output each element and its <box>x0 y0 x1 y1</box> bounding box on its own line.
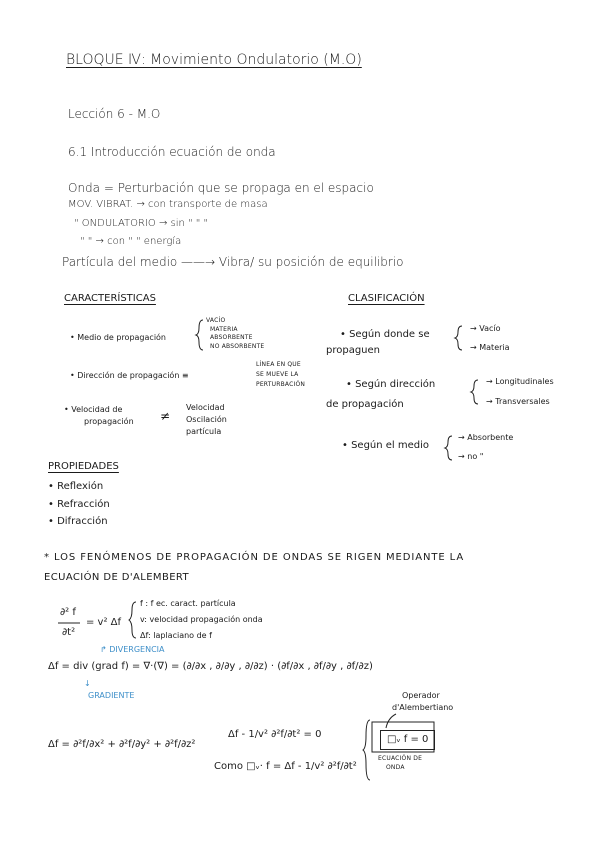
brace-operator <box>363 720 370 780</box>
carac-direccion: • Dirección de propagación ≡ <box>70 371 189 380</box>
laplacian-expanded: Δf = ∂²f/∂x² + ∂²f/∂y² + ∂²f/∂z² <box>48 739 196 750</box>
clas-dir-2: de propagación <box>326 399 404 410</box>
eq-lhs-den: ∂t² <box>62 627 76 638</box>
vel-osc: Velocidad <box>186 403 225 412</box>
clasificacion-heading: CLASIFICACIÓN <box>348 293 425 304</box>
propiedad-item: • Refracción <box>48 499 110 510</box>
definition-onda: Onda = Perturbación que se propaga en el espacio <box>68 181 374 195</box>
lesson-heading: Lección 6 - M.O <box>68 107 161 121</box>
boxed-equation: □ᵥ f = 0 <box>380 730 435 750</box>
statement-line-1: * LOS FENÓMENOS DE PROPAGACIÓN DE ONDAS SE RIGEN MEDIANTE LA <box>44 552 465 563</box>
carac-medio: • Medio de propagación <box>70 333 166 342</box>
clas-medio: • Según el medio <box>342 440 430 451</box>
carac-direccion-opt: LÍNEA EN QUE <box>256 361 301 368</box>
eq-label: ONDA <box>386 764 405 771</box>
carac-direccion-opt: PERTURBACIÓN <box>256 381 306 388</box>
clas-dir: • Según dirección <box>346 379 436 390</box>
brace-medio-clas <box>445 436 452 460</box>
vel-osc: Oscilación <box>186 415 227 424</box>
clas-donde-opt: → Materia <box>470 343 510 352</box>
divergencia-label: ↱ DIVERGENCIA <box>100 645 165 654</box>
carac-medio-opt: VACÍO <box>206 317 226 324</box>
carac-medio-opt: MATERIA <box>210 326 238 333</box>
definition-ondulatorio: " ONDULATORIO → sin " " " <box>74 218 209 229</box>
carac-velocidad-2: propagación <box>84 417 134 426</box>
brace-legend <box>129 602 136 638</box>
neq-sign: ≠ <box>160 409 171 423</box>
clas-donde-opt: → Vacío <box>470 324 501 333</box>
section-heading: 6.1 Introducción ecuación de onda <box>68 145 276 159</box>
caracteristicas-heading: CARACTERÍSTICAS <box>64 293 156 304</box>
operador-label: Operador <box>402 691 440 700</box>
outer-box <box>372 722 434 752</box>
carac-medio-opt: ABSORBENTE <box>210 334 253 341</box>
clas-donde-2: propaguen <box>326 345 381 356</box>
definition-particula: Partícula del medio ——→ Vibra/ su posición de equilibrio <box>62 255 404 269</box>
eq-legend: v: velocidad propagación onda <box>140 615 263 624</box>
laplacian-line: Δf = div (grad f) = ∇·(∇) = (∂/∂x , ∂/∂y , ∂/∂z) · (∂f/∂x , ∂f/∂y , ∂f/∂z) <box>48 661 373 672</box>
carac-velocidad: • Velocidad de <box>64 405 123 414</box>
pointer-arrow <box>386 714 396 728</box>
brace-dir <box>471 380 478 404</box>
clas-dir-opt: → Longitudinales <box>486 377 554 386</box>
brace-donde <box>455 326 462 350</box>
brace-medio <box>196 320 203 350</box>
page-title: BLOQUE Ⅳ: Movimiento Ondulatorio (M.O) <box>66 52 362 68</box>
eq-legend: f : f ec. caract. partícula <box>140 599 236 608</box>
clas-donde: • Según donde se <box>340 329 430 340</box>
clas-dir-opt: → Transversales <box>486 397 550 406</box>
statement-line-2: ECUACIÓN DE D'ALEMBERT <box>44 572 190 583</box>
definition-mov: MOV. VIBRAT. → con transporte de masa <box>68 199 268 210</box>
propiedad-item: • Difracción <box>48 516 108 527</box>
operador-label-2: d'Alembertiano <box>392 703 454 712</box>
clas-medio-opt: → no " <box>458 452 484 461</box>
propiedad-item: • Reflexión <box>48 481 104 492</box>
eq-rhs: = v² Δf <box>86 617 122 628</box>
eq-lhs-num: ∂² f <box>60 607 76 618</box>
carac-direccion-opt: SE MUEVE LA <box>256 371 299 378</box>
como-line: Como □ᵥ· f = Δf - 1/v² ∂²f/∂t² <box>214 761 357 772</box>
down-arrow: ↓ <box>84 679 91 688</box>
vel-osc: partícula <box>186 427 222 436</box>
carac-medio-opt: NO ABSORBENTE <box>210 343 265 350</box>
eq-label: ECUACIÓN DE <box>378 755 423 762</box>
definition-energia: " " → con " " energía <box>80 236 182 247</box>
gradiente-label: GRADIENTE <box>88 691 135 700</box>
clas-medio-opt: → Absorbente <box>458 433 514 442</box>
propiedades-heading: PROPIEDADES <box>48 461 119 472</box>
eq-legend: Δf: laplaciano de f <box>140 631 212 640</box>
laplacian-middle: Δf - 1/v² ∂²f/∂t² = 0 <box>228 729 322 740</box>
